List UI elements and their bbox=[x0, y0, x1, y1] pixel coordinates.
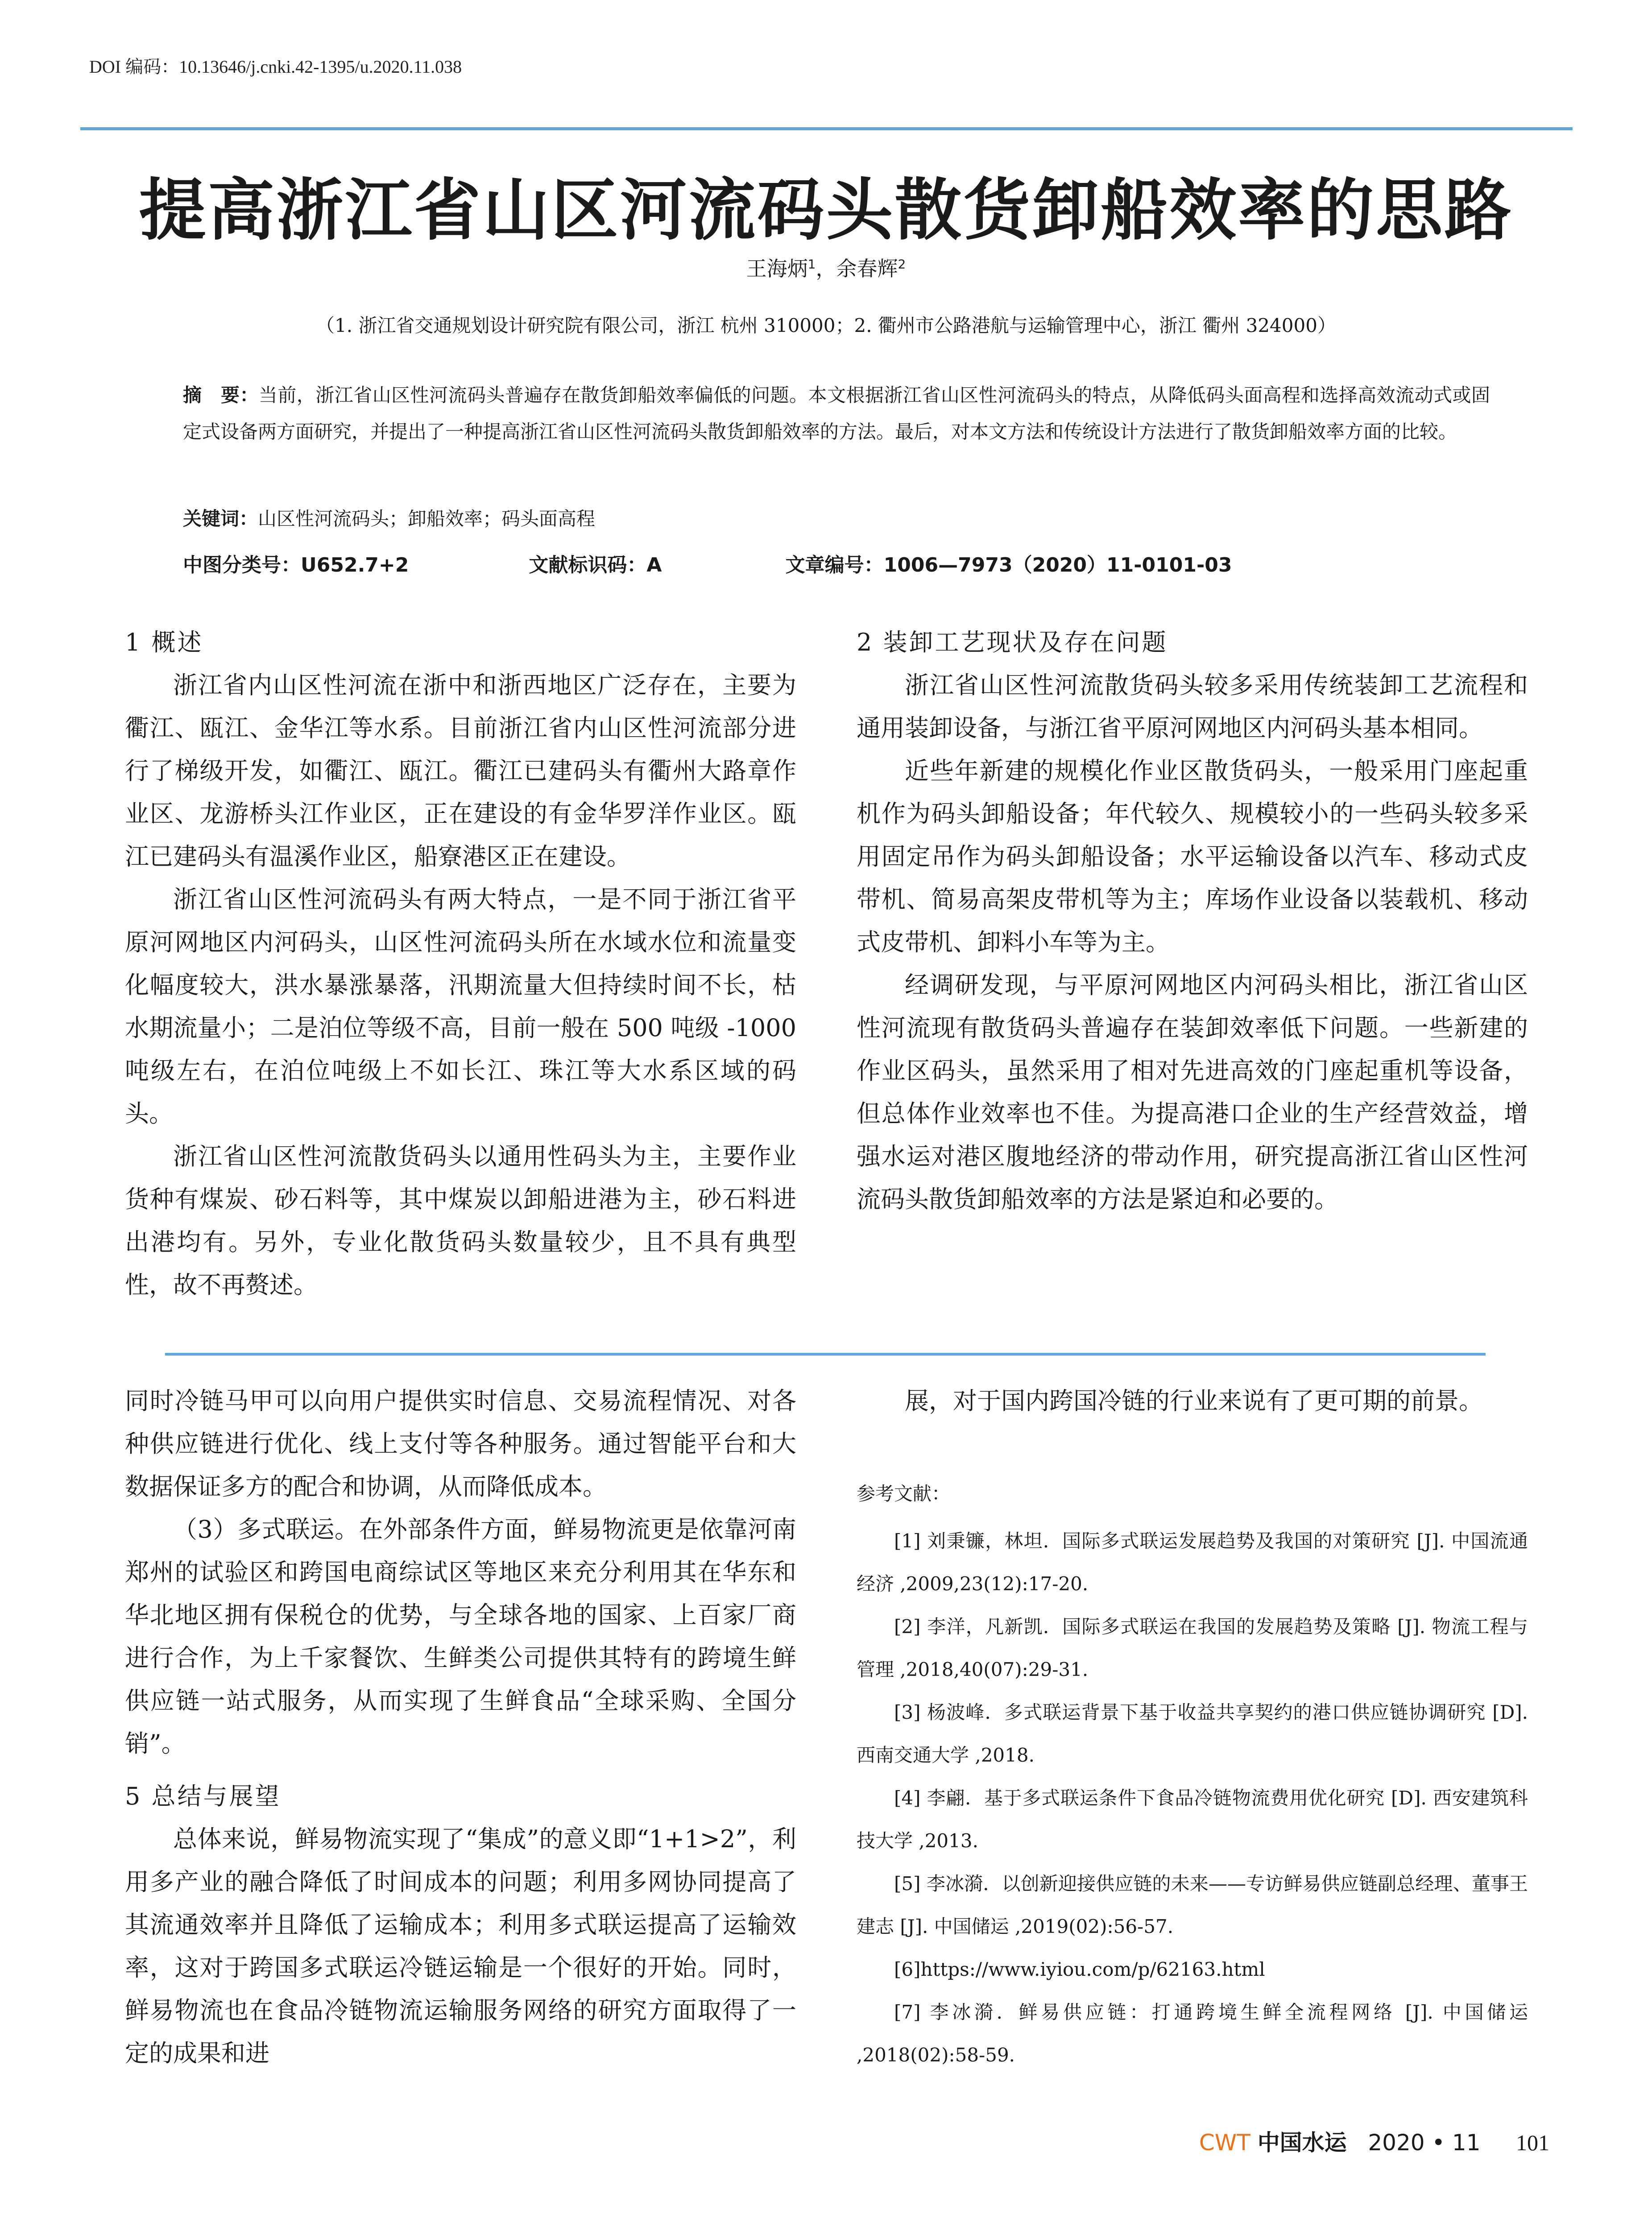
classification-line bbox=[183, 549, 1232, 577]
author-1-affil: 1 bbox=[807, 257, 816, 272]
lower-left-paragraph: （3）多式联运。在外部条件方面，鲜易物流更是依靠河南郑州的试验区和跨国电商综试区等地区来充分利用其在华东和华北地区拥有保税仓的优势，与全球各地的国家、上百家厂商进行合作，为上千家餐饮、生鲜类公司提供其特有的跨境生鲜供应链一站式服务，从而实现了生鲜食品“全球采购、全国分销”。 bbox=[125, 1515, 796, 1758]
page-number: 101 bbox=[1516, 2130, 1549, 2155]
lower-left-paragraph: 同时冷链马甲可以向用户提供实时信息、交易流程情况、对各种供应链进行优化、线上支付等各种服务。通过智能平台和大数据保证多方的配合和协调，从而降低成本。 bbox=[125, 1387, 796, 1501]
cwt-logo: CWT bbox=[1199, 2130, 1250, 2156]
keywords bbox=[183, 504, 595, 531]
section2-paragraph: 经调研发现，与平原河网地区内河码头相比，浙江省山区性河流现有散货码头普遍存在装卸效率低下问题。一些新建的作业区码头，虽然采用了相对先进高效的门座起重机等设备，但总体作业效率也不佳。为提高港口企业的生产经营效益，增强水运对港区腹地经济的带动作用，研究提高浙江省山区性河流码头散货卸船效率的方法是紧迫和必要的。 bbox=[857, 971, 1528, 1213]
page-title: 提高浙江省山区河流码头散货卸船效率的思路 bbox=[139, 171, 1513, 249]
abstract-text: 当前，浙江省山区性河流码头普遍存在散货卸船效率偏低的问题。本文根据浙江省山区性河流码头的特点，从降低码头面高程和选择高效流动式或固定式设备两方面研究，并提出了一种提高浙江省山区性河流码头散货卸船效率的方法。最后，对本文方法和传统设计方法进行了散货卸船效率方面的比较。 bbox=[183, 384, 1490, 443]
section1-heading: 1 概述 bbox=[125, 628, 203, 656]
clc-number: 中图分类号：U652.7+2 bbox=[183, 554, 409, 576]
reference-item: [3] 杨波峰．多式联运背景下基于收益共享契约的港口供应链协调研究 [D]. 西南交通大学 ,2018. bbox=[857, 1701, 1528, 1766]
authors bbox=[0, 253, 1652, 282]
keywords-label: 关键词： bbox=[183, 508, 258, 530]
journal-name: 中国水运 bbox=[1257, 2129, 1347, 2156]
mid-rule bbox=[165, 1353, 1486, 1356]
section1-paragraph: 浙江省山区性河流码头有两大特点，一是不同于浙江省平原河网地区内河码头，山区性河流码头所在水域水位和流量变化幅度较大，洪水暴涨暴落，汛期流量大但持续时间不长，枯水期流量小；二是泊位等级不高，目前一般在 500 吨级 -1000 吨级左右，在泊位吨级上不如长江、珠江等大水系区域的码头。 bbox=[125, 885, 796, 1128]
section2-paragraph: 近些年新建的规模化作业区散货码头，一般采用门座起重机作为码头卸船设备；年代较久、规模较小的一些码头较多采用固定吊作为码头卸船设备；水平运输设备以汽车、移动式皮带机、简易高架皮带机等为主；库场作业设备以装载机、移动式皮带机、卸料小车等为主。 bbox=[857, 757, 1528, 956]
keywords-text: 山区性河流码头；卸船效率；码头面高程 bbox=[258, 508, 596, 530]
section2-heading: 2 装卸工艺现状及存在问题 bbox=[857, 628, 1168, 656]
reference-item: [2] 李洋，凡新凯．国际多式联运在我国的发展趋势及策略 [J]. 物流工程与管理 ,2018,40(07):29-31. bbox=[857, 1616, 1528, 1680]
section1-paragraph: 浙江省山区性河流散货码头以通用性码头为主，主要作业货种有煤炭、砂石料等，其中煤炭以卸船进港为主，砂石料进出港均有。另外，专业化散货码头数量较少，且不具有典型性，故不再赘述。 bbox=[125, 1142, 796, 1299]
lower-right-paragraph: 展，对于国内跨国冷链的行业来说有了更可期的前景。 bbox=[905, 1387, 1483, 1415]
abstract-label: 摘 要： bbox=[183, 384, 259, 406]
page-footer bbox=[1199, 2125, 1549, 2157]
section2-column bbox=[857, 621, 1528, 1221]
references bbox=[857, 1472, 1528, 2077]
references-heading: 参考文献： bbox=[857, 1483, 951, 1505]
article-number: 文章编号：1006—7973（2020）11-0101-03 bbox=[785, 554, 1232, 576]
reference-item: [6]https://www.iyiou.com/p/62163.html bbox=[894, 1958, 1265, 1980]
reference-item: [7] 李冰漪．鲜易供应链：打通跨境生鲜全流程网络 [J]. 中国储运 ,2018(02):58-59. bbox=[857, 2001, 1528, 2066]
reference-item: [5] 李冰漪．以创新迎接供应链的未来——专访鲜易供应链副总经理、董事王建志 [J]. 中国储运 ,2019(02):56-57. bbox=[857, 1873, 1528, 1937]
author-sep: ， bbox=[816, 257, 836, 281]
abstract bbox=[183, 377, 1490, 450]
lower-right-column bbox=[857, 1380, 1528, 1422]
author-1: 王海炳 bbox=[746, 257, 808, 281]
issue-number: 2020 • 11 bbox=[1368, 2130, 1481, 2156]
top-rule bbox=[80, 127, 1573, 130]
author-2-affil: 2 bbox=[898, 257, 906, 272]
section1-paragraph: 浙江省内山区性河流在浙中和浙西地区广泛存在，主要为衢江、瓯江、金华江等水系。目前浙江省内山区性河流部分进行了梯级开发，如衢江、瓯江。衢江已建码头有衢州大路章作业区、龙游桥头江作业区，正在建设的有金华罗洋作业区。瓯江已建码头有温溪作业区，船寮港区正在建设。 bbox=[125, 671, 796, 871]
section5-paragraph: 总体来说，鲜易物流实现了“集成”的意义即“1+1>2”，利用多产业的融合降低了时间成本的问题；利用多网协同提高了其流通效率并且降低了运输成本；利用多式联运提高了运输效率，这对于跨国多式联运冷链运输是一个很好的开始。同时，鲜易物流也在食品冷链物流运输服务网络的研究方面取得了一定的成果和进 bbox=[125, 1825, 796, 2067]
document-code: 文献标识码：A bbox=[529, 554, 662, 576]
affiliation: （1. 浙江省交通规划设计研究院有限公司，浙江 杭州 310000；2. 衢州市公路港航与运输管理中心，浙江 衢州 324000） bbox=[316, 315, 1336, 336]
reference-item: [4] 李翩．基于多式联运条件下食品冷链物流费用优化研究 [D]. 西安建筑科技大学 ,2013. bbox=[857, 1787, 1528, 1852]
lower-left-column bbox=[125, 1380, 796, 2075]
section2-paragraph: 浙江省山区性河流散货码头较多采用传统装卸工艺流程和通用装卸设备，与浙江省平原河网地区内河码头基本相同。 bbox=[857, 671, 1528, 742]
reference-item: [1] 刘秉镰，林坦．国际多式联运发展趋势及我国的对策研究 [J]. 中国流通经济 ,2009,23(12):17-20. bbox=[857, 1530, 1528, 1595]
section5-heading: 5 总结与展望 bbox=[125, 1782, 281, 1810]
doi-line: DOI 编码：10.13646/j.cnki.42-1395/u.2020.11.038 bbox=[89, 57, 462, 77]
author-2: 余春辉 bbox=[836, 257, 898, 281]
section1-column bbox=[125, 621, 796, 1306]
